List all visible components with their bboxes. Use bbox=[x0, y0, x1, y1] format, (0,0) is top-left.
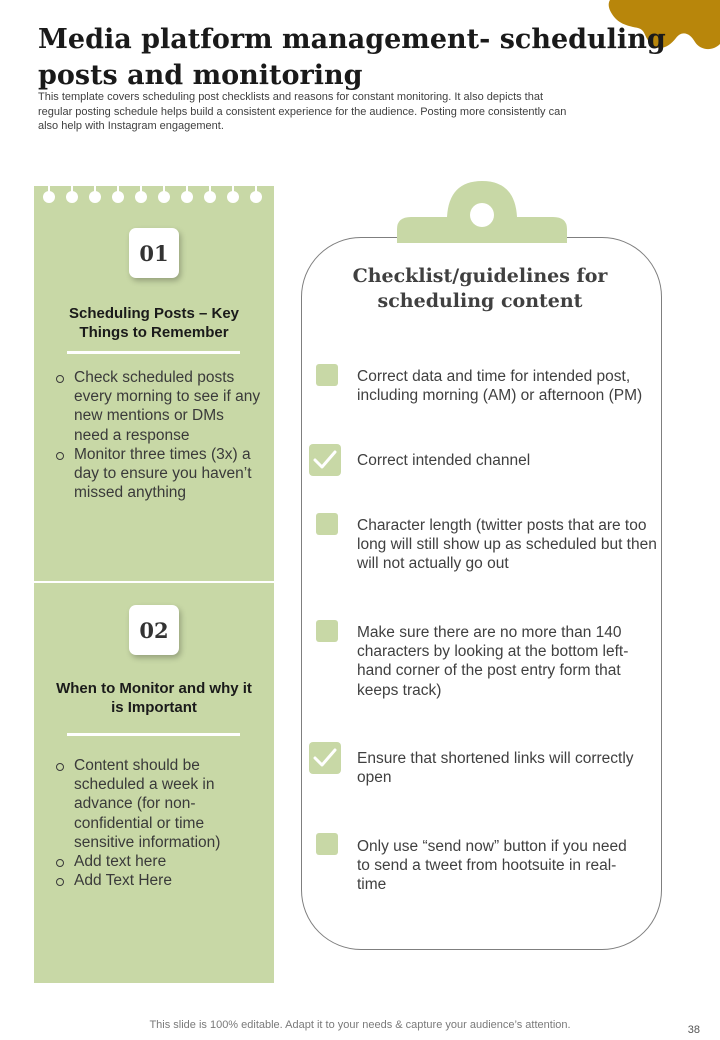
notepad-rings bbox=[34, 178, 274, 206]
checkbox-unchecked[interactable] bbox=[316, 620, 338, 642]
notepad-divider bbox=[34, 581, 274, 583]
bullet-item: Content should be scheduled a week in advance (for non-confidential or time sensitive information) bbox=[56, 756, 262, 852]
section-title: When to Monitor and why it is Important bbox=[56, 680, 252, 716]
section-bullet-list bbox=[56, 756, 262, 890]
section-rule bbox=[67, 351, 240, 354]
page-title: Media platform management- scheduling posts and monitoring bbox=[38, 24, 666, 91]
bullet-item: Add text here bbox=[56, 852, 262, 871]
checklist-item-text: Ensure that shortened links will correctly open bbox=[357, 750, 634, 787]
bullet-circle-icon bbox=[56, 452, 64, 460]
checklist-item-text: Correct data and time for intended post, including morning (AM) or afternoon (PM) bbox=[357, 368, 643, 405]
checkbox-unchecked[interactable] bbox=[316, 513, 338, 535]
checkbox-unchecked[interactable] bbox=[316, 833, 338, 855]
section-title: Scheduling Posts – Key Things to Remember bbox=[68, 305, 240, 341]
section-bullet-list bbox=[56, 368, 262, 502]
checklist-item-text: Character length (twitter posts that are too long will still show up as scheduled but then will not actually go out bbox=[357, 517, 657, 573]
checkmark-icon bbox=[309, 444, 341, 476]
bullet-circle-icon bbox=[56, 859, 64, 867]
bullet-circle-icon bbox=[56, 763, 64, 771]
bullet-item: Add Text Here bbox=[56, 871, 262, 890]
checklist-item-text: Make sure there are no more than 140 characters by looking at the bottom left-hand corner of the post entry form that keeps track) bbox=[357, 624, 629, 699]
checklist-title: Checklist/guidelines for scheduling content bbox=[352, 265, 608, 312]
section-number-badge: 01 bbox=[129, 228, 179, 278]
checklist-item-text: Only use “send now” button if you need to send a tweet from hootsuite in real-time bbox=[357, 838, 627, 894]
clipboard-clip-icon bbox=[397, 181, 567, 243]
bullet-item: Monitor three times (3x) a day to ensure you haven’t missed anything bbox=[56, 445, 262, 503]
footer-note: This slide is 100% editable. Adapt it to your needs & capture your audience’s attention. bbox=[149, 1019, 571, 1031]
checkbox-checked[interactable] bbox=[309, 444, 341, 476]
section-rule bbox=[67, 733, 240, 736]
checkmark-icon bbox=[309, 742, 341, 774]
bullet-circle-icon bbox=[56, 375, 64, 383]
checklist-item-text: Correct intended channel bbox=[357, 452, 531, 469]
page-number: 38 bbox=[687, 1024, 700, 1036]
checkbox-unchecked[interactable] bbox=[316, 364, 338, 386]
bullet-circle-icon bbox=[56, 878, 64, 886]
section-number-badge: 02 bbox=[129, 605, 179, 655]
checkbox-checked[interactable] bbox=[309, 742, 341, 774]
page-subtitle: This template covers scheduling post checklists and reasons for constant monitoring. It also depicts that regular posting schedule helps build a consistent experience for the audience. Posting more consistently can also help with Instagram engagement. bbox=[38, 91, 567, 132]
bullet-item: Check scheduled posts every morning to see if any new mentions or DMs need a response bbox=[56, 368, 262, 445]
